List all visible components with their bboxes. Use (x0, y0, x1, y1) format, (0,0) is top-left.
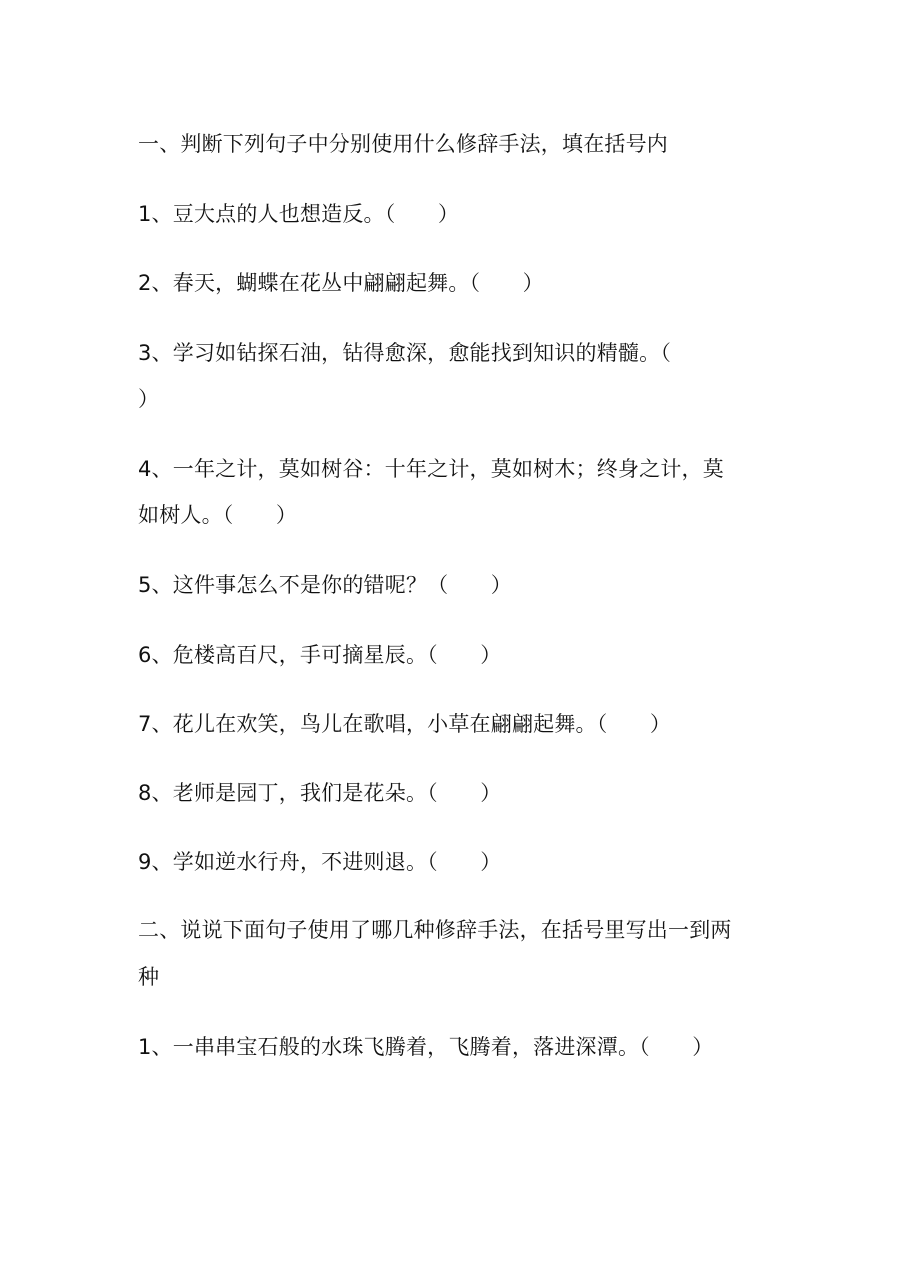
section1-item-6: 6、危楼高百尺，手可摘星辰。（ ） (138, 643, 502, 667)
section1-item-4-line2: 如树人。（ ） (138, 503, 298, 527)
section1-item-3-line1: 3、学习如钻探石油，钻得愈深，愈能找到知识的精髓。（ (138, 341, 672, 365)
section1-heading: 一、判断下列句子中分别使用什么修辞手法，填在括号内 (138, 132, 668, 156)
section1-item-7: 7、花儿在欢笑，鸟儿在歌唱，小草在翩翩起舞。（ ） (138, 712, 672, 736)
section2-item-1: 1、一串串宝石般的水珠飞腾着，飞腾着，落进深潭。（ ） (138, 1035, 714, 1059)
section1-item-4-line1: 4、一年之计，莫如树谷：十年之计，莫如树木；终身之计，莫 (138, 457, 724, 481)
section1-item-5: 5、这件事怎么不是你的错呢？（ ） (138, 573, 512, 597)
section1-item-2: 2、春天，蝴蝶在花丛中翩翩起舞。（ ） (138, 271, 544, 295)
section1-item-3-line2: ） (138, 387, 160, 411)
section2-heading-line1: 二、说说下面句子使用了哪几种修辞手法，在括号里写出一到两 (138, 918, 732, 942)
section1-item-9: 9、学如逆水行舟，不进则退。（ ） (138, 850, 502, 874)
section1-item-1: 1、豆大点的人也想造反。（ ） (138, 202, 460, 226)
section1-item-8: 8、老师是园丁，我们是花朵。（ ） (138, 781, 502, 805)
section2-heading-line2: 种 (138, 965, 160, 989)
